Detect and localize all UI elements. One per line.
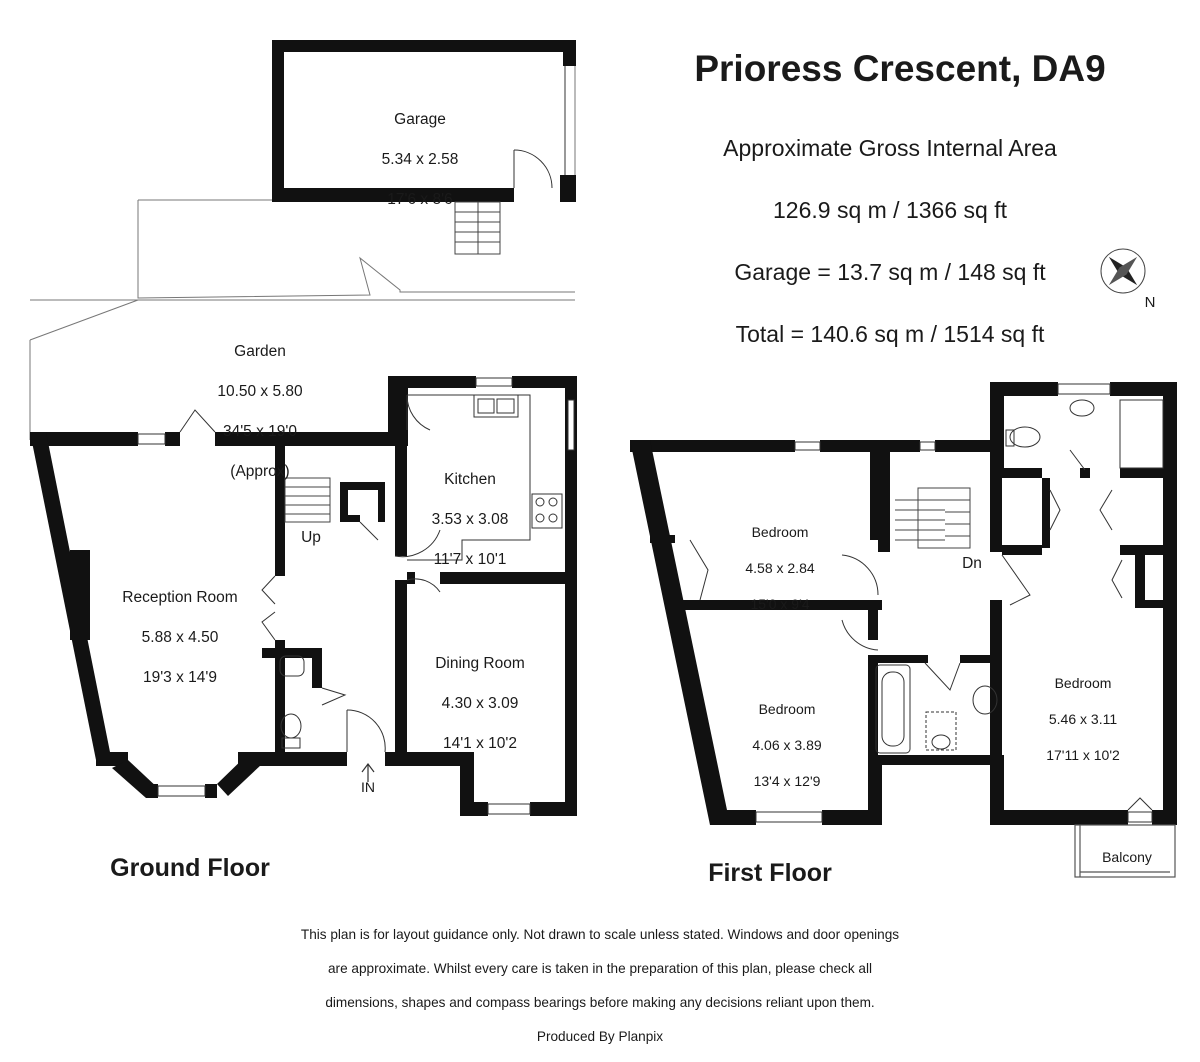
stairs-up-label: Up [301, 529, 321, 546]
room-name: Garage [394, 111, 446, 128]
room-label-reception [90, 568, 270, 708]
room-metric: 3.53 x 3.08 [431, 511, 509, 528]
room-imperial: 15'0 x 9'4 [750, 596, 810, 612]
room-name: Bedroom [751, 524, 809, 540]
page-title: Prioress Crescent, DA9 [694, 48, 1106, 89]
area-line-4: Total = 140.6 sq m / 1514 sq ft [735, 321, 1045, 347]
room-label-bedroom-1 [720, 505, 840, 631]
first-floor-label: First Floor [708, 859, 832, 887]
room-label-kitchen [410, 450, 530, 590]
ground-floor-label: Ground Floor [110, 854, 270, 882]
area-line-1: Approximate Gross Internal Area [723, 135, 1057, 161]
disclaimer-line-3: dimensions, shapes and compass bearings before making any decisions reliant upon them. [325, 995, 875, 1010]
disclaimer-line-2: are approximate. Whilst every care is taken in the preparation of this plan, please check all [327, 961, 873, 976]
balcony-label: Balcony [1102, 849, 1152, 865]
room-label-bedroom-3 [1023, 656, 1143, 782]
room-metric: 5.46 x 3.11 [1048, 711, 1118, 727]
room-label-bedroom-2 [727, 682, 847, 808]
room-imperial: 11'7 x 10'1 [433, 551, 507, 568]
room-label-dining [410, 634, 550, 774]
room-label-garage [320, 90, 520, 230]
disclaimer [250, 909, 950, 1062]
room-name: Kitchen [444, 471, 496, 488]
room-metric: 10.50 x 5.80 [217, 383, 303, 400]
area-summary [640, 102, 1140, 381]
room-metric: 4.30 x 3.09 [441, 695, 519, 712]
room-imperial: 34'5 x 19'0 [222, 423, 297, 440]
room-metric: 5.88 x 4.50 [141, 629, 219, 646]
room-imperial: 17'11 x 10'2 [1046, 747, 1120, 763]
area-line-2: 126.9 sq m / 1366 sq ft [773, 197, 1007, 223]
room-metric: 5.34 x 2.58 [381, 151, 459, 168]
room-name: Reception Room [122, 589, 238, 606]
room-metric: 4.06 x 3.89 [752, 737, 822, 753]
room-label-garden [160, 322, 360, 502]
room-imperial: 13'4 x 12'9 [753, 773, 821, 789]
room-name: Dining Room [435, 655, 525, 672]
stairs-down-label: Dn [962, 555, 982, 572]
room-imperial: 17'6 x 8'6 [387, 191, 453, 208]
entrance-label: IN [361, 779, 375, 795]
disclaimer-line-1: This plan is for layout guidance only. Not drawn to scale unless stated. Windows and door openings [300, 927, 900, 942]
room-imperial: 19'3 x 14'9 [142, 669, 217, 686]
first-floor-stairs [895, 488, 970, 548]
compass-north-label: N [1144, 294, 1156, 311]
room-metric: 4.58 x 2.84 [745, 560, 815, 576]
room-name: Bedroom [1054, 675, 1112, 691]
room-imperial: 14'1 x 10'2 [442, 735, 517, 752]
area-line-3: Garage = 13.7 sq m / 148 sq ft [734, 259, 1046, 285]
room-name: Bedroom [758, 701, 816, 717]
room-note: (Approx) [230, 463, 290, 480]
garage-door-swing [514, 66, 565, 188]
room-name: Garden [234, 343, 286, 360]
producer-credit: Produced By Planpix [536, 1029, 664, 1044]
